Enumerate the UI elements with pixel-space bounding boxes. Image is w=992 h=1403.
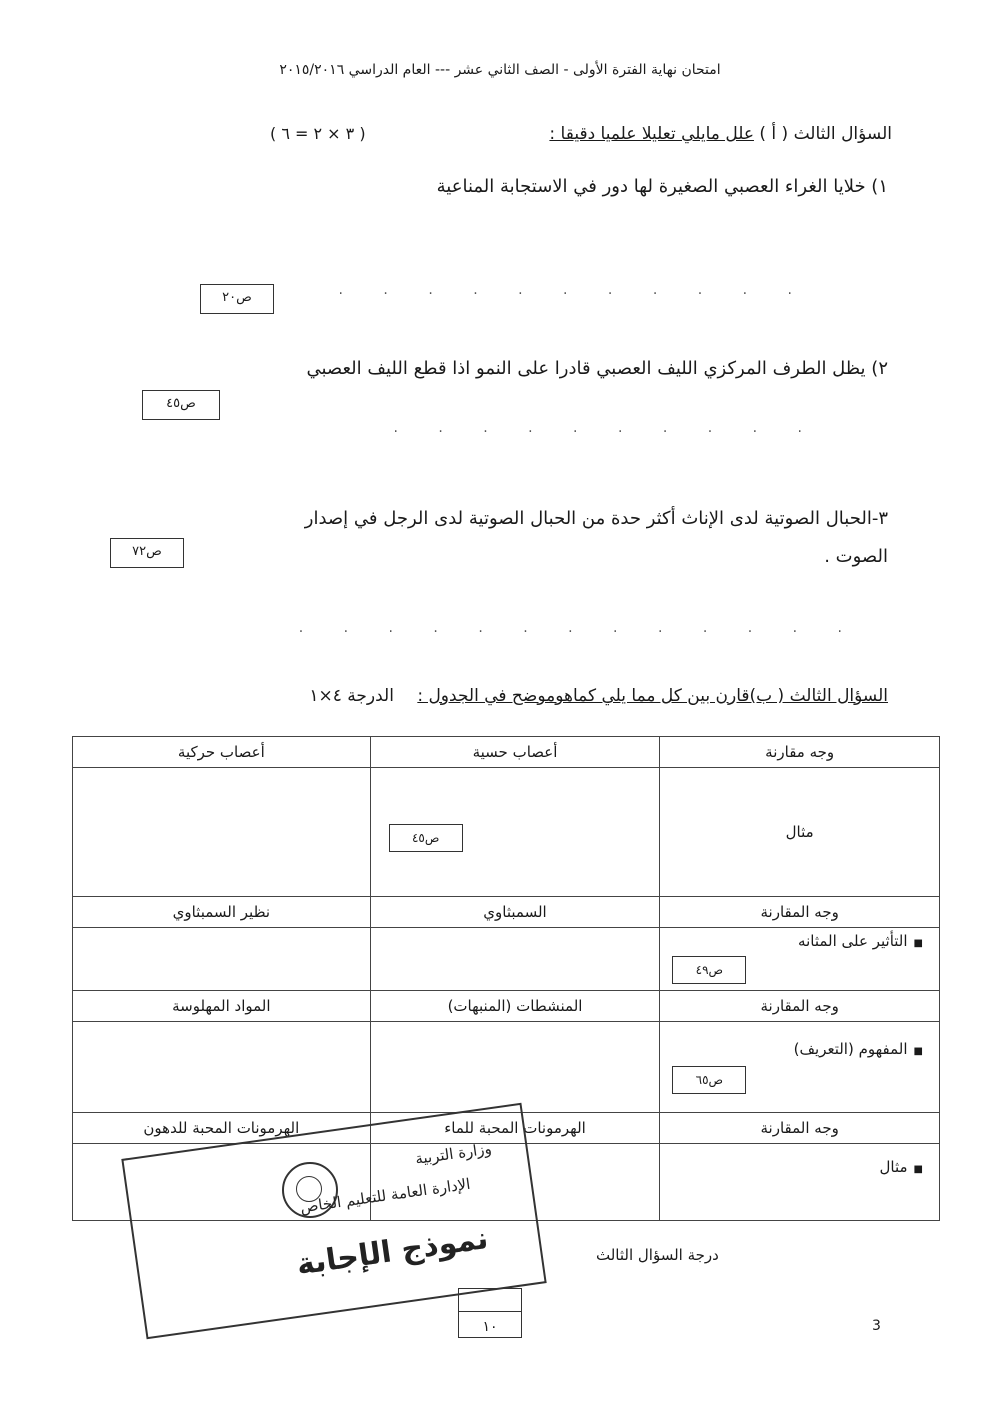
table-cell-col2: الهرمونات المحبة للدهون bbox=[73, 1113, 371, 1144]
table-cell-answer bbox=[73, 768, 371, 897]
question-a-title bbox=[270, 124, 892, 144]
question-b-marks: الدرجة ٤×١ bbox=[309, 686, 394, 706]
table-row bbox=[73, 928, 940, 991]
aspect-label: ■المفهوم (التعريف) bbox=[793, 1040, 923, 1058]
answer-dots-2: . . . . . . . . . . bbox=[393, 420, 820, 436]
table-cell-aspect: وجه مقارنة bbox=[660, 737, 940, 768]
answer-dots-3: . . . . . . . . . . . . . bbox=[298, 620, 860, 636]
table-cell-answer bbox=[73, 1022, 371, 1113]
table-row bbox=[73, 991, 940, 1022]
stamp-line-2: الإدارة العامة للتعليم الخاص bbox=[299, 1174, 472, 1217]
question-a-prefix: السؤال الثالث ( أ ) bbox=[759, 124, 892, 144]
page-ref-1: ص٢٠ bbox=[200, 284, 274, 314]
stamp-line-3: نموذج الإجابة bbox=[294, 1220, 491, 1283]
table-cell-col2: نظير السمبثاوي bbox=[73, 897, 371, 928]
question-b-title bbox=[168, 686, 888, 706]
table-cell-aspect bbox=[660, 1022, 940, 1113]
bullet-icon: ■ bbox=[913, 938, 923, 949]
table-cell-col1: السمبثاوي bbox=[370, 897, 660, 928]
question-a-item-2: ٢) يظل الطرف المركزي الليف العصبي قادرا على النمو اذا قطع الليف العصبي bbox=[306, 358, 888, 379]
table-cell-answer bbox=[370, 928, 660, 991]
table-row bbox=[73, 737, 940, 768]
table-cell-col1: الهرمونات المحبة للماء bbox=[370, 1113, 660, 1144]
table-cell-aspect bbox=[660, 1144, 940, 1221]
table-row bbox=[73, 768, 940, 897]
question-b-text: السؤال الثالث ( ب)قارن بين كل مما يلي كماهوموضح في الجدول : bbox=[417, 686, 888, 706]
aspect-label: ■التأثير على المثانه bbox=[798, 932, 923, 950]
table-cell-aspect: مثال bbox=[660, 768, 940, 897]
table-row bbox=[73, 1022, 940, 1113]
page-ref-table-2: ص٤٩ bbox=[672, 956, 746, 984]
aspect-label: ■مثال bbox=[879, 1158, 923, 1176]
question-a-item-1: ١) خلايا الغراء العصبي الصغيرة لها دور في الاستجابة المناعية bbox=[436, 176, 888, 197]
grade-divider bbox=[459, 1311, 521, 1312]
bullet-icon: ■ bbox=[913, 1164, 923, 1175]
answer-dots-1: . . . . . . . . . . . bbox=[338, 282, 810, 298]
stamp-line-1: وزارة التربية bbox=[414, 1139, 493, 1168]
table-cell-aspect bbox=[660, 928, 940, 991]
exam-header: امتحان نهاية الفترة الأولى - الصف الثاني عشر --- العام الدراسي ٢٠١٥/٢٠١٦ bbox=[279, 62, 721, 78]
page-ref-table-3: ص٦٥ bbox=[672, 1066, 746, 1094]
total-grade-value: ١٠ bbox=[482, 1319, 498, 1335]
table-cell-col1: أعصاب حسية bbox=[370, 737, 660, 768]
page-ref-2: ص٤٥ bbox=[142, 390, 220, 420]
table-cell-aspect: وجه المقارنة bbox=[660, 991, 940, 1022]
table-cell-col1: المنشطات (المنبهات) bbox=[370, 991, 660, 1022]
table-cell-answer bbox=[73, 928, 371, 991]
total-grade-box bbox=[458, 1288, 522, 1338]
bullet-icon: ■ bbox=[913, 1046, 923, 1057]
question-a-item-3-cont: الصوت . bbox=[824, 546, 888, 567]
page-ref-3: ص٧٢ bbox=[110, 538, 184, 568]
total-grade-label: درجة السؤال الثالث bbox=[596, 1246, 719, 1264]
table-cell-aspect: وجه المقارنة bbox=[660, 897, 940, 928]
question-a-marks: ( ٣ × ٢ = ٦ ) bbox=[270, 124, 366, 143]
table-cell-col2: المواد المهلوسة bbox=[73, 991, 371, 1022]
page-ref-table-1: ص٤٥ bbox=[389, 824, 463, 852]
table-cell-answer bbox=[370, 1022, 660, 1113]
table-cell-answer bbox=[370, 768, 660, 897]
table-cell-col2: أعصاب حركية bbox=[73, 737, 371, 768]
table-row bbox=[73, 897, 940, 928]
page-number: 3 bbox=[872, 1318, 881, 1334]
table-cell-aspect: وجه المقارنة bbox=[660, 1113, 940, 1144]
question-a-item-3: ٣-الحبال الصوتية لدى الإناث أكثر حدة من الحبال الصوتية لدى الرجل في إصدار bbox=[304, 508, 888, 529]
question-a-main: علل مايلي تعليلا علميا دقيقا : bbox=[549, 124, 754, 144]
